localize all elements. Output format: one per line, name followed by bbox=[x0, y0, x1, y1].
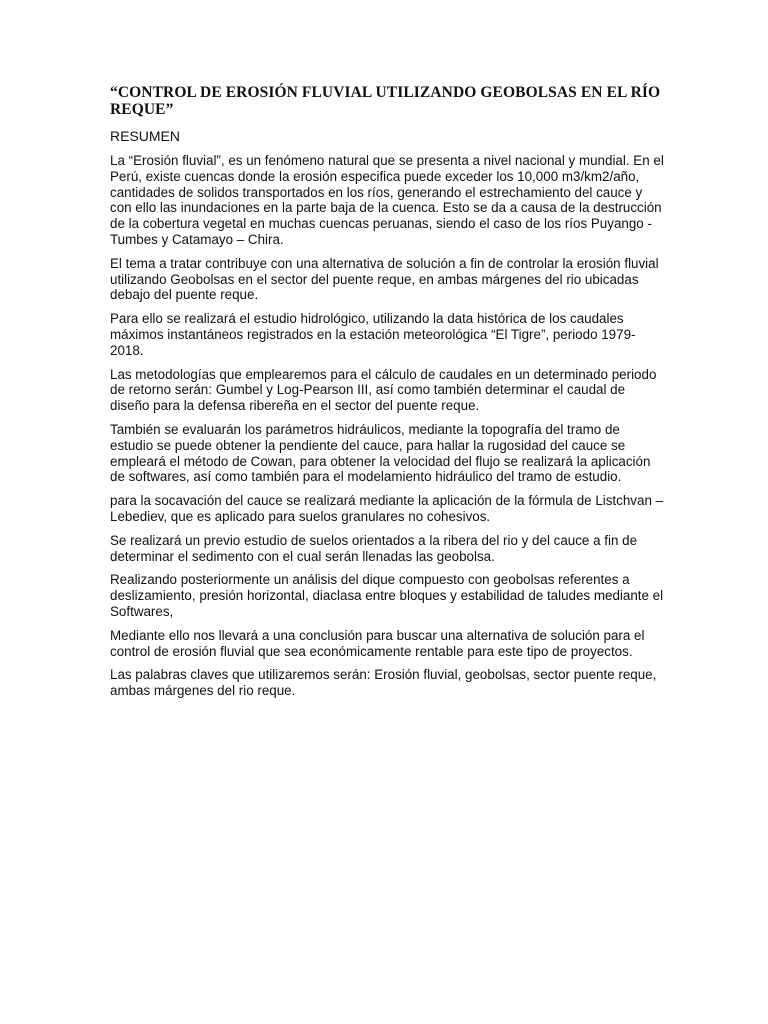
paragraph-10: Las palabras claves que utilizaremos serán: Erosión fluvial, geobolsas, sector puente reque, ambas márgenes del rio reque. bbox=[110, 667, 657, 699]
document-title: “CONTROL DE EROSIÓN FLUVIAL UTILIZANDO GEOBOLSAS EN EL RÍO REQUE” bbox=[110, 84, 661, 118]
paragraph-2: El tema a tratar contribuye con una alternativa de solución a fin de controlar la erosión fluvial utilizando Geobolsas en el sector del puente reque, en ambas márgenes del rio ubicadas debajo del puente reque. bbox=[110, 255, 659, 303]
section-heading-resumen: RESUMEN bbox=[110, 128, 181, 144]
paragraph-6: para la socavación del cauce se realizará mediante la aplicación de la fórmula de Listchvan – Lebediev, que es aplicado para suelos granulares no cohesivos. bbox=[110, 493, 664, 524]
paragraph-1: La “Erosión fluvial”, es un fenómeno natural que se presenta a nivel nacional y mundial. En el Perú, existe cuencas donde la erosión especifica puede exceder los 10,000 m3/km2/año, cantidades de solidos transportados en los ríos, generando el estrechamiento del cauce y con ello las inundaciones en la parte baja de la cuenca. Esto se da a causa de la destrucción de la cobertura vegetal en muchas cuencas peruanas, siendo el caso de los ríos Puyango - Tumbes y Catamayo – Chira. bbox=[110, 153, 664, 247]
paragraph-9: Mediante ello nos llevará a una conclusión para buscar una alternativa de solución para el control de erosión fluvial que sea económicamente rentable para este tipo de proyectos. bbox=[110, 627, 645, 659]
paragraph-7: Se realizará un previo estudio de suelos orientados a la ribera del rio y del cauce a fin de determinar el sedimento con el cual serán llenadas las geobolsa. bbox=[110, 532, 638, 564]
paragraph-8: Realizando posteriormente un análisis del dique compuesto con geobolsas referentes a deslizamiento, presión horizontal, diaclasa entre bloques y estabilidad de taludes mediante el Softwares, bbox=[110, 572, 664, 619]
document-body bbox=[110, 84, 665, 707]
paragraph-3: Para ello se realizará el estudio hidrológico, utilizando la data histórica de los caudales máximos instantáneos registrados en la estación meteorológica “El Tigre”, periodo 1979- 2018. bbox=[110, 311, 636, 358]
paragraph-4: Las metodologías que emplearemos para el cálculo de caudales en un determinado periodo de retorno serán: Gumbel y Log-Pearson III, así como también determinar el caudal de diseño para la defensa ribereña en el sector del puente reque. bbox=[110, 366, 657, 414]
paragraph-5: También se evaluarán los parámetros hidráulicos, mediante la topografía del tramo de estudio se puede obtener la pendiente del cauce, para hallar la rugosidad del cauce se empleará el método de Cowan, para obtener la velocidad del flujo se realizará la aplicación de softwares, así como también para el modelamiento hidráulico del tramo de estudio. bbox=[110, 421, 651, 485]
